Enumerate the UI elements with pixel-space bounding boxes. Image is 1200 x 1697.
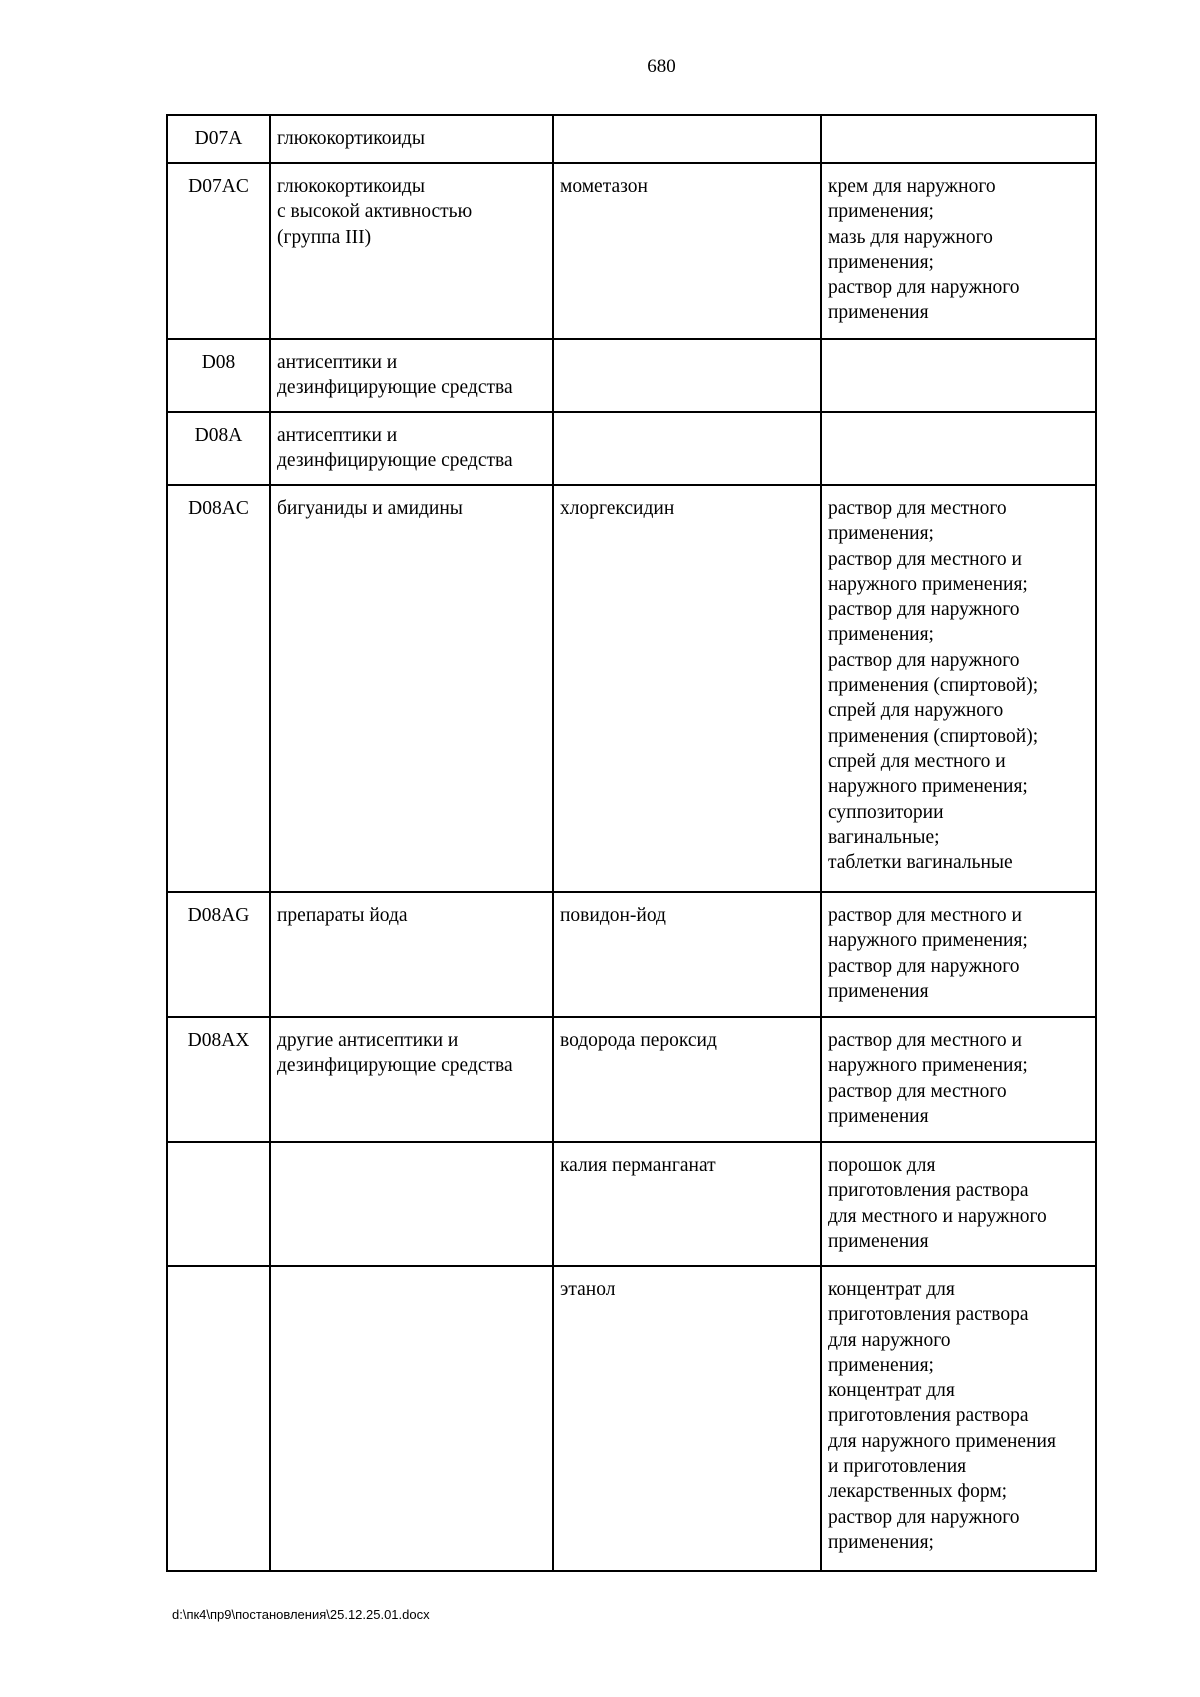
group-cell: антисептики и дезинфицирующие средства [270,412,553,485]
group-cell: глюкокортикоиды с высокой активностью (группа III) [270,163,553,339]
substance-cell: хлоргексидин [553,485,821,892]
table-row [167,412,1096,485]
group-cell: другие антисептики и дезинфицирующие средства [270,1017,553,1142]
atc-code-cell [167,1266,270,1571]
group-cell: препараты йода [270,892,553,1017]
substance-cell [553,339,821,412]
table-row [167,1266,1096,1571]
atc-code-cell: D07A [167,115,270,163]
table-row [167,1142,1096,1266]
table-row [167,115,1096,163]
drug-table [166,114,1097,1572]
atc-code-cell: D08 [167,339,270,412]
footer-file-path: d:\пк4\пр9\постановления\25.12.25.01.docx [172,1607,430,1622]
atc-code-cell: D08AC [167,485,270,892]
dosage-forms-cell: раствор для местного и наружного применения; раствор для местного применения [821,1017,1096,1142]
dosage-forms-cell: крем для наружного применения; мазь для наружного применения; раствор для наружного применения [821,163,1096,339]
substance-cell: мометазон [553,163,821,339]
dosage-forms-cell [821,412,1096,485]
page-number: 680 [647,56,676,77]
substance-cell: повидон-йод [553,892,821,1017]
group-cell: глюкокортикоиды [270,115,553,163]
group-cell [270,1266,553,1571]
table-row [167,485,1096,892]
dosage-forms-cell: раствор для местного применения; раствор для местного и наружного применения; раствор для наружного применения; раствор для наружного применения (спиртовой); спрей для наружного применения (спиртовой); спрей для местного и наружного применения; суппозитории вагинальные; таблетки вагинальные [821,485,1096,892]
substance-cell: этанол [553,1266,821,1571]
dosage-forms-cell: концентрат для приготовления раствора для наружного применения; концентрат для приготовления раствора для наружного применения и приготовления лекарственных форм; раствор для наружного применения; [821,1266,1096,1571]
group-cell: бигуаниды и амидины [270,485,553,892]
atc-code-cell: D08AG [167,892,270,1017]
table-row [167,1017,1096,1142]
group-cell: антисептики и дезинфицирующие средства [270,339,553,412]
table-row [167,339,1096,412]
dosage-forms-cell [821,115,1096,163]
atc-code-cell: D08AX [167,1017,270,1142]
substance-cell: водорода пероксид [553,1017,821,1142]
table-row [167,892,1096,1017]
substance-cell: калия перманганат [553,1142,821,1266]
dosage-forms-cell: раствор для местного и наружного применения; раствор для наружного применения [821,892,1096,1017]
substance-cell [553,115,821,163]
dosage-forms-cell: порошок для приготовления раствора для местного и наружного применения [821,1142,1096,1266]
atc-code-cell: D07AC [167,163,270,339]
atc-code-cell [167,1142,270,1266]
table-row [167,163,1096,339]
atc-code-cell: D08A [167,412,270,485]
substance-cell [553,412,821,485]
dosage-forms-cell [821,339,1096,412]
group-cell [270,1142,553,1266]
